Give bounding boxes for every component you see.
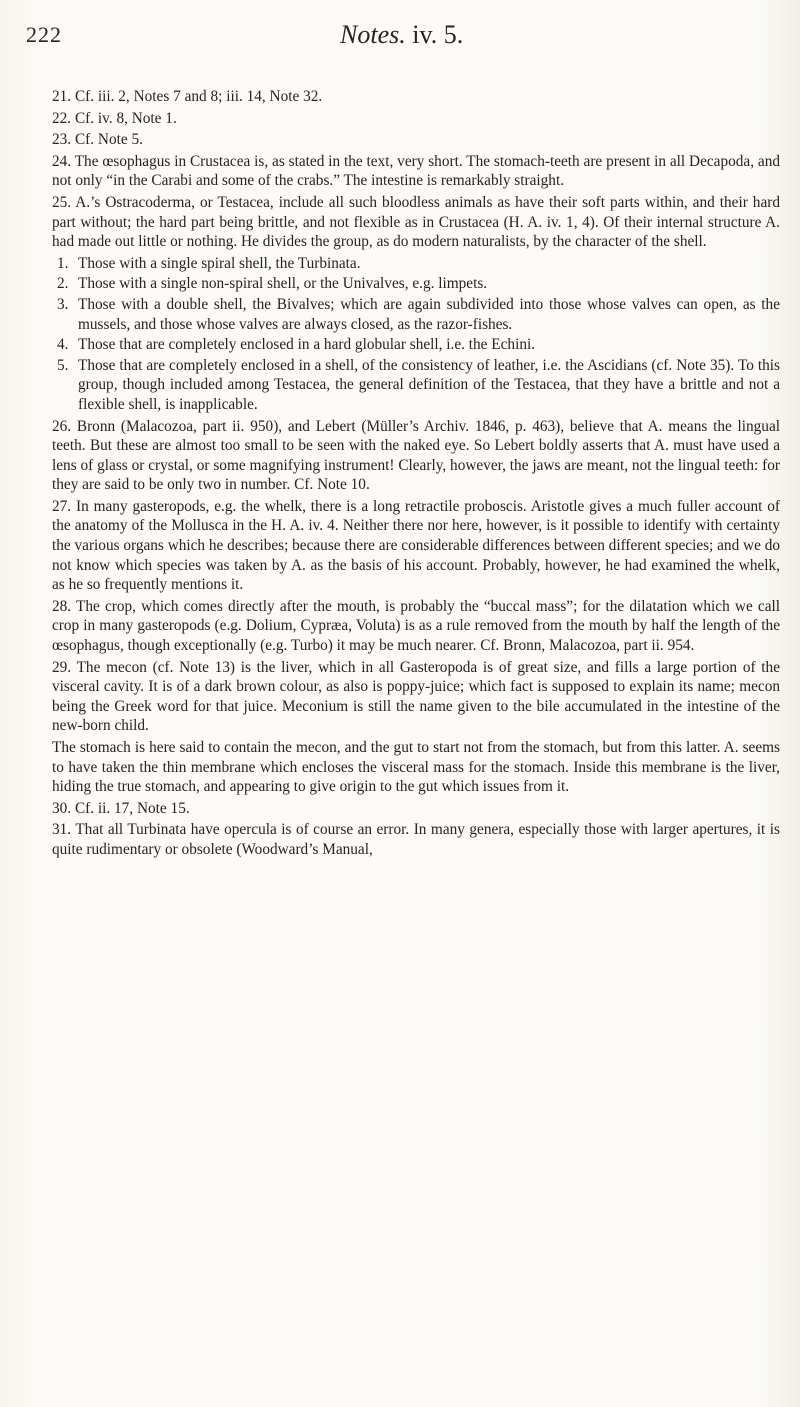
running-head-section: iv. 5. — [412, 20, 464, 49]
running-head-title: Notes. — [340, 20, 406, 49]
list-item-number: 1. — [57, 254, 69, 272]
shell-classification-list — [52, 254, 780, 415]
note-28: 28. The crop, which comes directly after the mouth, is probably the “buccal mass”; for the dilatation which we call crop in many gasteropods (e.g. Dolium, Cypræa, Voluta) is as a rule removed from the mouth by half the length of the œsophagus, though exceptionally (e.g. Turbo) it may be much nearer. Cf. Bronn, Malacozoa, part ii. 954. — [52, 597, 780, 655]
list-item — [52, 274, 780, 294]
list-item-text: Those that are completely enclosed in a hard globular shell, i.e. the Echini. — [78, 336, 536, 354]
list-item-text: Those that are completely enclosed in a shell, of the consistency of leather, i.e. the Ascidians (cf. Note 35). To this group, though included among Testacea, the general definition of the Testacea, that they have a brittle and not a flexible shell, is inapplicable. — [78, 356, 780, 413]
list-item-number: 4. — [57, 336, 69, 354]
page-header — [0, 20, 800, 60]
note-29-continued: The stomach is here said to contain the mecon, and the gut to start not from the stomach, but from this latter. A. seems to have taken the thin membrane which encloses the visceral mass for the stomach. Inside this membrane is the liver, hiding the true stomach, and appearing to give origin to the gut which issues from it. — [52, 739, 780, 796]
list-item — [52, 254, 780, 274]
notes-body — [52, 87, 780, 862]
note-26: 26. Bronn (Malacozoa, part ii. 950), and Lebert (Müller’s Archiv. 1846, p. 463), believe that A. means the lingual teeth. But these are almost too small to be seen with the naked eye. So Lebert boldly asserts that A. must have used a lens of glass or crystal, or some magnifying instrument! Clearly, however, the jaws are meant, not the lingual teeth: for they are said to be only two in number. Cf. Note 10. — [52, 417, 780, 494]
note-30: 30. Cf. ii. 17, Note 15. — [52, 799, 190, 817]
list-item — [52, 335, 780, 355]
list-item-number: 2. — [57, 275, 69, 293]
note-31: 31. That all Turbinata have opercula is of course an error. In many genera, especially those with larger apertures, it is quite rudimentary or obsolete (Woodward’s Manual, — [52, 821, 780, 858]
list-item-text: Those with a double shell, the Bivalves; which are again subdivided into those whose valves can open, as the mussels, and those whose valves are always closed, as the razor-fishes. — [78, 295, 780, 333]
note-27: 27. In many gasteropods, e.g. the whelk, there is a long retractile proboscis. Aristotle gives a much fuller account of the anatomy of the Mollusca in the H. A. iv. 4. Neither there nor here, however, is it possible to identify with certainty the various organs which he describes; because there are considerable differences between different species; and we do not know which species was taken by A. as the basis of his account. Probably, however, he had examined the whelk, as he so frequently mentions it. — [52, 497, 780, 594]
list-item-number: 3. — [57, 295, 69, 313]
list-item — [52, 295, 780, 334]
note-22: 22. Cf. iv. 8, Note 1. — [52, 109, 177, 127]
note-29: 29. The mecon (cf. Note 13) is the liver, which in all Gasteropoda is of great size, and fills a large portion of the visceral cavity. It is of a dark brown colour, as also is poppy-juice; which fact is supposed to explain its name; mecon being the Greek word for that juice. Meconium is still the name given to the bile accumulated in the intestine of the new-born child. — [52, 658, 780, 735]
page-number: 222 — [26, 22, 62, 47]
note-25: 25. A.’s Ostracoderma, or Testacea, include all such bloodless animals as have their soft parts within, and their hard part without; the hard part being brittle, and not flexible as in Crustacea (H. A. iv. 1, 4). Of their internal structure A. had made out little or nothing. He divides the group, as do modern naturalists, by the character of the shell. — [52, 193, 780, 251]
list-item-text: Those with a single non-spiral shell, or the Univalves, e.g. limpets. — [78, 275, 488, 293]
list-item-number: 5. — [57, 356, 69, 374]
list-item — [52, 356, 780, 415]
note-21: 21. Cf. iii. 2, Notes 7 and 8; iii. 14, Note 32. — [52, 88, 323, 105]
running-head — [340, 20, 463, 50]
note-24: 24. The œsophagus in Crustacea is, as stated in the text, very short. The stomach-teeth are present in all Decapoda, and not only “in the Carabi and some of the crabs.” The intestine is remarkably straight. — [52, 152, 780, 190]
list-item-text: Those with a single spiral shell, the Turbinata. — [78, 254, 361, 272]
note-23: 23. Cf. Note 5. — [52, 131, 143, 149]
